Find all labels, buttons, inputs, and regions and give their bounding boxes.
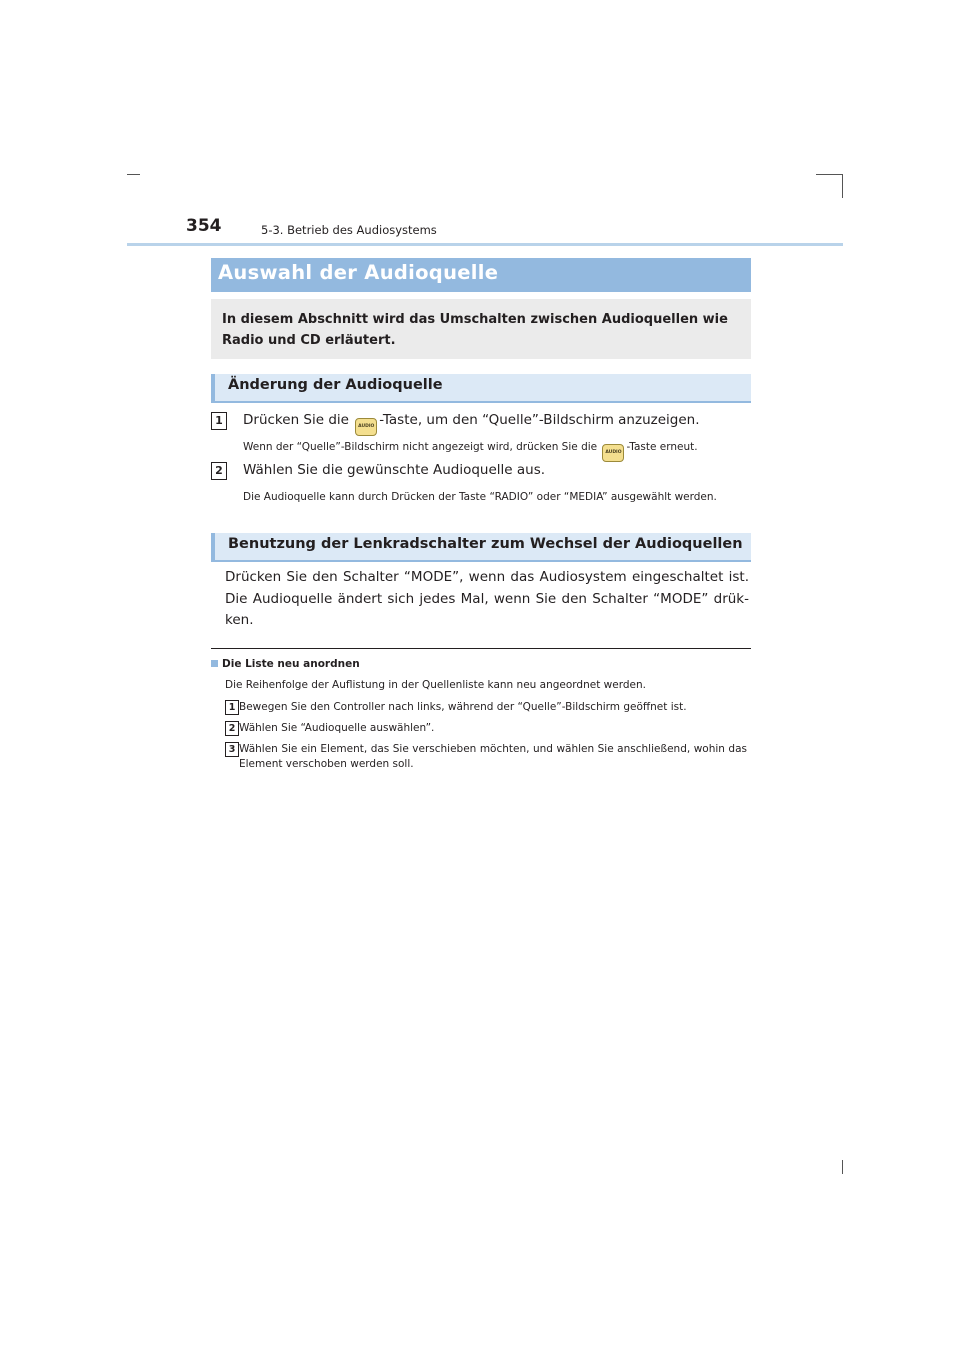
- note-step-3: Wählen Sie ein Element, das Sie verschieben möchten, und wählen Sie anschließend, wohin das Element verschoben werden soll.: [239, 743, 747, 770]
- crop-mark: [842, 1160, 843, 1174]
- header-rule: [127, 243, 843, 246]
- section-title-change-source: Änderung der Audioquelle: [211, 374, 751, 403]
- main-title: Auswahl der Audioquelle: [211, 258, 751, 292]
- step-number: 2: [211, 462, 227, 480]
- step-number: 3: [225, 742, 239, 757]
- crop-mark: [816, 174, 843, 175]
- page-number: 354: [186, 216, 222, 236]
- crop-mark: [842, 174, 843, 198]
- step-number: 1: [211, 412, 227, 430]
- square-bullet-icon: [211, 660, 218, 667]
- audio-button-icon: AUDIO: [602, 444, 624, 462]
- step-2-text: Wählen Sie die gewünschte Audioquelle aus.: [243, 462, 546, 478]
- step-1-note: Wenn der “Quelle”-Bildschirm nicht angezeigt wird, drücken Sie die AUDIO -Taste erneut.: [243, 440, 698, 462]
- step-number: 2: [225, 721, 239, 736]
- steering-switch-text: Drücken Sie den Schalter “MODE”, wenn das Audiosystem eingeschaltet ist. Die Audioquelle ändert sich jedes Mal, wenn Sie den Schalter “MODE” drük-ken.: [225, 569, 749, 628]
- note-step-1: Bewegen Sie den Controller nach links, während der “Quelle”-Bildschirm geöffnet ist.: [239, 701, 687, 713]
- step-1-text: Drücken Sie die AUDIO -Taste, um den “Quelle”-Bildschirm anzuzeigen.: [243, 412, 700, 436]
- intro-box: In diesem Abschnitt wird das Umschalten zwischen Audioquellen wie Radio und CD erläutert.: [211, 299, 751, 359]
- step-2-note: Die Audioquelle kann durch Drücken der Taste “RADIO” oder “MEDIA” ausgewählt werden.: [243, 491, 717, 503]
- note-step-2: Wählen Sie “Audioquelle auswählen”.: [239, 722, 435, 734]
- step-number: 1: [225, 700, 239, 715]
- chapter-title: 5-3. Betrieb des Audiosystems: [261, 223, 437, 237]
- section-title-steering-switch: Benutzung der Lenkradschalter zum Wechsel der Audioquellen: [211, 533, 751, 562]
- audio-button-icon: AUDIO: [355, 418, 377, 436]
- note-body: Die Reihenfolge der Auflistung in der Quellenliste kann neu angeordnet werden.: [225, 679, 646, 691]
- divider: [211, 648, 751, 649]
- note-title: Die Liste neu anordnen: [211, 658, 360, 670]
- crop-mark: [127, 174, 140, 175]
